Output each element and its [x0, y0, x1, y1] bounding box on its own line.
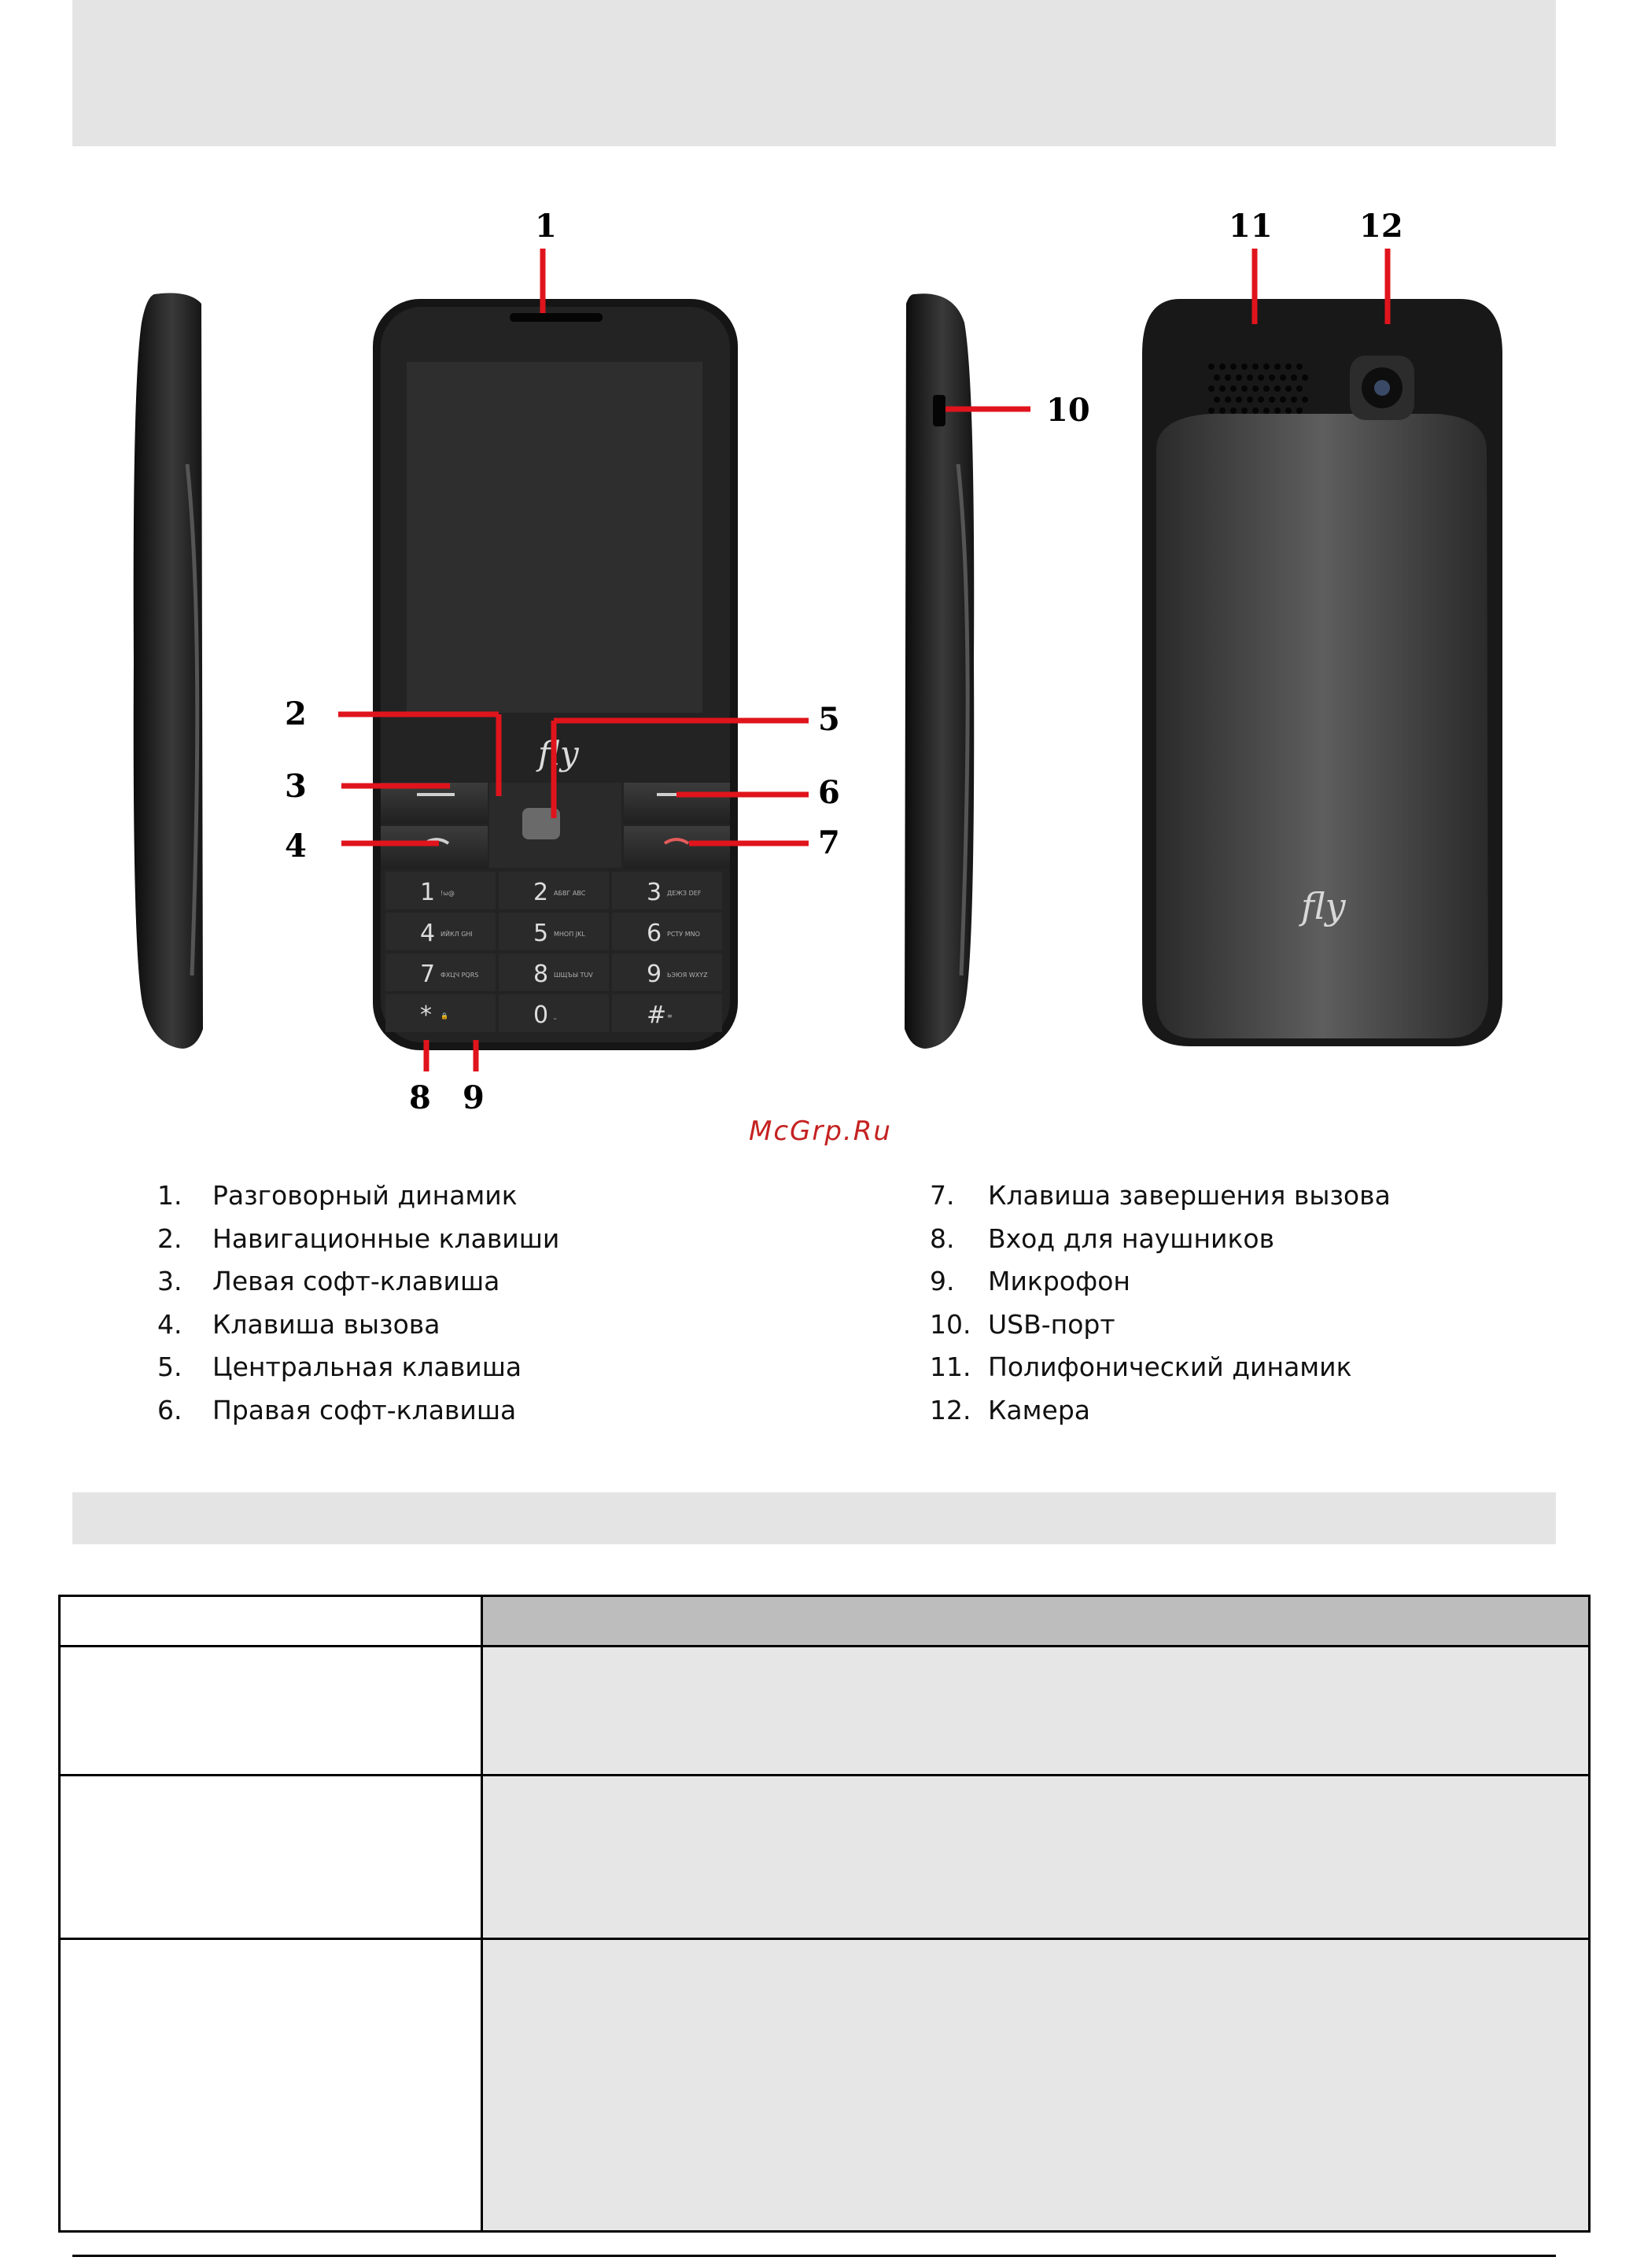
legend-number: 4. [157, 1308, 182, 1340]
phone-screen [407, 362, 702, 713]
grille-hole [1285, 385, 1292, 392]
grille-hole [1263, 408, 1270, 414]
legend-number: 8. [930, 1223, 955, 1254]
spec-table [58, 1595, 1591, 2233]
key-digit: 4 [420, 920, 436, 947]
legend-text: Левая софт-клавиша [212, 1266, 500, 1296]
table-value-cell [482, 1776, 1590, 1939]
legend-text: Правая софт-клавиша [212, 1394, 517, 1425]
callout-7: 7 [818, 824, 840, 861]
end-key [624, 826, 730, 868]
grille-hole [1230, 385, 1237, 392]
legend-number: 7. [930, 1180, 955, 1211]
legend-item [930, 1175, 1391, 1218]
grille-hole [1285, 363, 1292, 370]
grille-hole [1247, 396, 1253, 403]
grille-hole [1236, 396, 1242, 403]
grille-hole [1219, 363, 1226, 370]
key-letters: РСТУ MNO [667, 931, 700, 938]
key-letters: !ω@ [440, 890, 455, 897]
key-letters: АБВГ ABC [554, 890, 586, 897]
grille-hole [1252, 408, 1259, 414]
grille-hole [1214, 396, 1220, 403]
legend-number: 3. [157, 1266, 182, 1296]
table-header-value-cell [482, 1596, 1590, 1647]
left-softkey [381, 783, 488, 824]
key-letters: ⎵ [554, 1012, 557, 1020]
parts-legend-left [157, 1175, 559, 1432]
grille-hole [1280, 374, 1286, 381]
phone-figure [0, 189, 1644, 1156]
key-digit: 7 [420, 961, 436, 988]
legend-text: Центральная клавиша [212, 1352, 522, 1382]
grille-hole [1274, 363, 1281, 370]
grille-hole [1225, 374, 1231, 381]
key-digit: 2 [533, 879, 549, 906]
legend-item [930, 1389, 1391, 1433]
key-letters: МНОП JKL [554, 931, 585, 938]
legend-item [930, 1304, 1391, 1347]
grille-hole [1258, 374, 1264, 381]
legend-number: 12. [930, 1394, 971, 1425]
legend-text: Разговорный динамик [212, 1180, 518, 1211]
legend-item [930, 1260, 1391, 1304]
table-row [60, 1647, 1590, 1776]
callout-1: 1 [535, 208, 557, 245]
grille-hole [1263, 385, 1270, 392]
legend-text: Клавиша вызова [212, 1308, 440, 1340]
grille-hole [1225, 396, 1231, 403]
grille-hole [1263, 363, 1270, 370]
legend-number: 9. [930, 1266, 955, 1296]
legend-number: 11. [930, 1352, 971, 1382]
legend-item [157, 1260, 559, 1304]
grille-hole [1285, 408, 1292, 414]
legend-number: 10. [930, 1308, 971, 1340]
call-key [381, 826, 488, 868]
grille-hole [1302, 396, 1308, 403]
phone-left-side-view [134, 293, 203, 1049]
table-row [60, 1939, 1590, 2232]
right-softkey [624, 783, 730, 824]
table-label-cell [60, 1647, 482, 1776]
legend-text: Вход для наушников [988, 1223, 1275, 1254]
key-digit: 8 [533, 961, 549, 988]
grille-hole [1269, 396, 1275, 403]
legend-text: Навигационные клавиши [212, 1223, 560, 1254]
table-label-cell [60, 1939, 482, 2232]
grille-hole [1230, 408, 1237, 414]
earpiece-speaker [510, 313, 603, 322]
grille-hole [1208, 385, 1215, 392]
legend-item [157, 1389, 559, 1433]
footer-rule [72, 2255, 1556, 2257]
key-letters: 🔒 [440, 1012, 448, 1020]
grille-hole [1208, 408, 1215, 414]
section-header-band [72, 1492, 1556, 1544]
key-letters: ЬЭЮЯ WXYZ [667, 972, 708, 979]
phone-back-view [1142, 299, 1502, 1046]
callout-10: 10 [1046, 392, 1090, 429]
key-letters: ФХЦЧ PQRS [440, 972, 479, 979]
key-letters: ≡ [667, 1012, 673, 1020]
key-digit: # [647, 1001, 667, 1029]
legend-item [157, 1175, 559, 1218]
key-digit: * [420, 1001, 432, 1029]
grille-hole [1219, 408, 1226, 414]
key-digit: 0 [533, 1001, 549, 1029]
key-digit: 1 [420, 879, 436, 906]
key-digit: 9 [647, 961, 662, 988]
key-letters: ИЙКЛ GHI [440, 931, 473, 938]
grille-hole [1241, 408, 1248, 414]
grille-hole [1291, 396, 1297, 403]
callout-12: 12 [1359, 208, 1403, 245]
key-digit: 6 [647, 920, 662, 947]
legend-number: 2. [157, 1223, 182, 1254]
legend-number: 1. [157, 1180, 182, 1211]
grille-hole [1247, 374, 1253, 381]
grille-hole [1291, 374, 1297, 381]
grille-hole [1236, 374, 1242, 381]
table-value-cell [482, 1647, 1590, 1776]
parts-legend-right [930, 1175, 1391, 1432]
legend-text: Микрофон [988, 1266, 1130, 1296]
callout-6: 6 [818, 774, 840, 811]
legend-number: 5. [157, 1352, 182, 1382]
back-logo: fly [1301, 885, 1346, 927]
table-label-cell [60, 1776, 482, 1939]
legend-text: Клавиша завершения вызова [988, 1180, 1391, 1211]
watermark: McGrp.Ru [749, 1116, 892, 1147]
table-header-row [60, 1596, 1590, 1647]
legend-text: Полифонический динамик [988, 1352, 1352, 1382]
callout-8: 8 [409, 1079, 431, 1116]
key-letters: ДЕЖЗ DEF [667, 890, 702, 897]
key-letters: ШЩЪЫ TUV [554, 972, 593, 979]
callout-5: 5 [818, 701, 840, 738]
grille-hole [1280, 396, 1286, 403]
key-digit: 3 [647, 879, 662, 906]
grille-hole [1274, 408, 1281, 414]
grille-hole [1296, 408, 1303, 414]
legend-text: USB-порт [988, 1308, 1115, 1340]
grille-hole [1219, 385, 1226, 392]
usb-port [933, 395, 945, 426]
grille-hole [1252, 385, 1259, 392]
legend-number: 6. [157, 1394, 182, 1425]
legend-text: Камера [988, 1394, 1091, 1425]
grille-hole [1269, 374, 1275, 381]
table-header-label-cell [60, 1596, 482, 1647]
grille-hole [1258, 396, 1264, 403]
grille-hole [1208, 363, 1215, 370]
callout-4: 4 [285, 828, 307, 865]
legend-item [930, 1218, 1391, 1261]
grille-hole [1296, 363, 1303, 370]
top-header-band [72, 0, 1556, 146]
table-value-cell [482, 1939, 1590, 2232]
grille-hole [1214, 374, 1220, 381]
callout-2: 2 [285, 695, 307, 732]
front-logo: fly [538, 734, 579, 773]
callout-3: 3 [285, 768, 307, 805]
grille-hole [1252, 363, 1259, 370]
key-digit: 5 [533, 920, 549, 947]
callout-9: 9 [463, 1079, 485, 1116]
callout-11: 11 [1229, 208, 1273, 245]
grille-hole [1274, 385, 1281, 392]
table-row [60, 1776, 1590, 1939]
grille-hole [1241, 385, 1248, 392]
grille-hole [1302, 374, 1308, 381]
phone-front-view [373, 299, 738, 1050]
legend-item [157, 1304, 559, 1347]
legend-item [930, 1346, 1391, 1389]
grille-hole [1241, 363, 1248, 370]
grille-hole [1296, 385, 1303, 392]
grille-hole [1230, 363, 1237, 370]
legend-item [157, 1218, 559, 1261]
phone-illustration [0, 189, 1644, 1156]
legend-item [157, 1346, 559, 1389]
